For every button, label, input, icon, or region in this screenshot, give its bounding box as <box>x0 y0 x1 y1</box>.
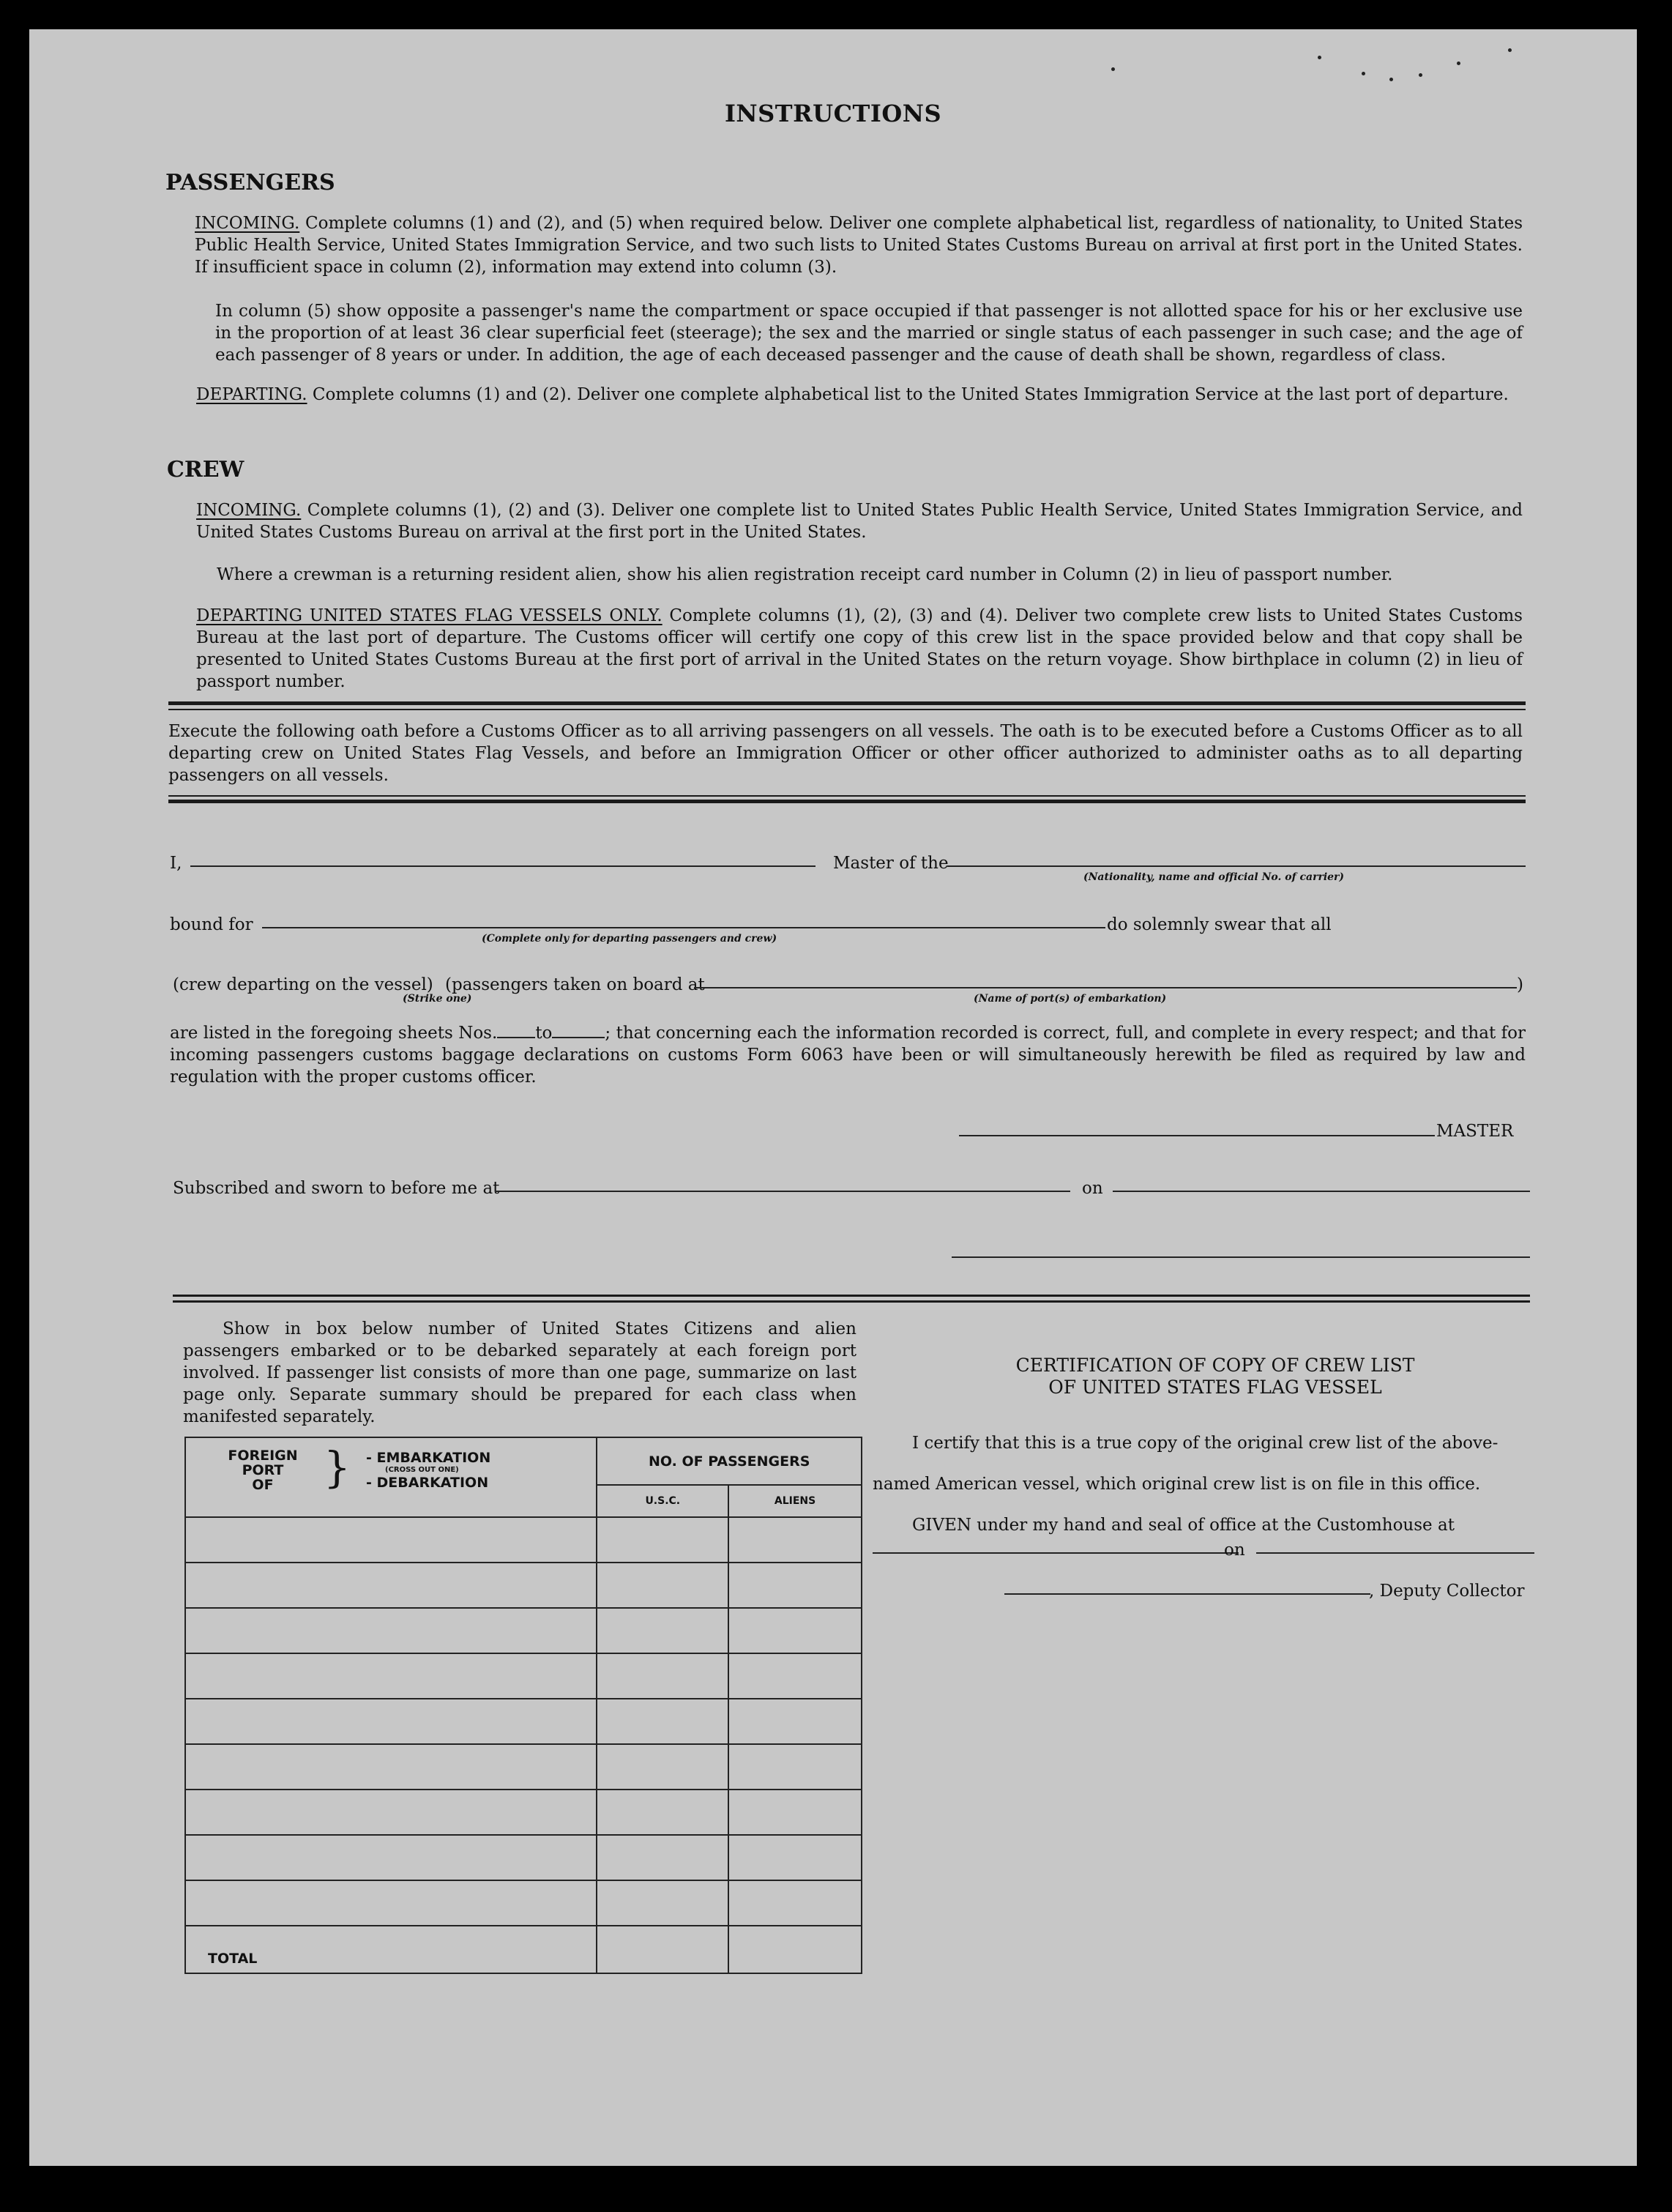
aliens-total-cell[interactable] <box>728 1926 862 1973</box>
table-row <box>185 1563 862 1608</box>
sworn-on-label: on <box>1082 1179 1103 1198</box>
crew-departing-text: Complete columns (1), (2), (3) and (4). Deliver two complete crew lists to United States Customs Bureau at the last port of departure. The Customs officer will certify one copy of this crew list in the space provided below and that copy shall be presented to United States Customs Bureau at the first port of arrival in the United States on the return voyage. Show birthplace in column (2) in lieu of passport number. <box>196 606 1523 691</box>
passengers-departing-paragraph <box>196 384 1523 406</box>
aliens-cell[interactable] <box>728 1744 862 1790</box>
aliens-cell[interactable] <box>728 1517 862 1563</box>
crew-incoming-lead: INCOMING. <box>196 501 302 520</box>
passengers-departing-text: Complete columns (1) and (2). Deliver one complete alphabetical list to the United States Immigration Service at the last port of departure. <box>312 385 1509 404</box>
port-cell[interactable] <box>185 1835 597 1880</box>
deputy-collector-label: , Deputy Collector <box>1369 1582 1525 1601</box>
embarkation-label[interactable]: - EMBARKATION <box>366 1450 491 1466</box>
scan-speck <box>1419 73 1422 77</box>
usc-cell[interactable] <box>597 1880 728 1926</box>
carrier-field[interactable] <box>947 865 1526 867</box>
table-row <box>185 1835 862 1880</box>
oath-intro: Execute the following oath before a Customs Officer as to all arriving passengers on all vessels. The oath is to be executed before a Customs Officer as to all departing crew on United States Flag Vessels, and before an Immigration Officer or other officer authorized to administer oaths as to all departing passengers on all vessels. <box>168 722 1523 785</box>
table-row <box>185 1880 862 1926</box>
port-header-cell <box>185 1437 597 1517</box>
port-cell[interactable] <box>185 1563 597 1608</box>
divider <box>168 709 1526 710</box>
table-row <box>185 1653 862 1699</box>
aliens-cell[interactable] <box>728 1653 862 1699</box>
port-cell[interactable] <box>185 1608 597 1653</box>
certify-line1: I certify that this is a true copy of the original crew list of the above- <box>912 1434 1499 1453</box>
bound-for-field[interactable] <box>262 927 1105 928</box>
certification-heading-line2: OF UNITED STATES FLAG VESSEL <box>1048 1377 1382 1398</box>
listed-sheets-a: are listed in the foregoing sheets Nos. <box>170 1024 498 1043</box>
of-label: OF <box>252 1477 274 1493</box>
passengers-incoming-lead: INCOMING. <box>195 214 300 233</box>
scan-speck <box>1508 48 1512 52</box>
usc-cell[interactable] <box>597 1608 728 1653</box>
port-cell[interactable] <box>185 1790 597 1835</box>
passengers-taken-option: (passengers taken on board at <box>445 975 705 994</box>
aliens-cell[interactable] <box>728 1880 862 1926</box>
scan-speck <box>1457 62 1460 65</box>
usc-total-cell[interactable] <box>597 1926 728 1973</box>
crew-departing-lead: DEPARTING UNITED STATES FLAG VESSELS ONLY. <box>196 606 663 625</box>
swear-text: do solemnly swear that all <box>1107 915 1332 934</box>
passengers-column5-paragraph: In column (5) show opposite a passenger's name the compartment or space occupied if that passenger is not allotted space for his or her exclusive use in the proportion of at least 36 clear superficial feet (steerage); the sex and the married or single status of each passenger in such case; and the age of each passenger of 8 years or under. In addition, the age of each deceased passenger and the cause of death shall be shown, regardless of class. <box>215 302 1523 365</box>
document-page <box>29 29 1637 2166</box>
summary-instructions: Show in box below number of United States Citizens and alien passengers embarked or to be debarked separately at each foreign port involved. If passenger list consists of more than one page, summarize on last page only. Separate summary should be prepared for each class when manifested separately. <box>183 1319 856 1426</box>
sworn-place-field[interactable] <box>495 1191 1070 1192</box>
aliens-cell[interactable] <box>728 1699 862 1744</box>
divider <box>173 1295 1530 1297</box>
brace-icon: } <box>324 1442 351 1492</box>
debarkation-label[interactable]: - DEBARKATION <box>366 1475 489 1491</box>
total-label: TOTAL <box>185 1926 597 1973</box>
port-cell[interactable] <box>185 1880 597 1926</box>
officer-signature-field[interactable] <box>952 1256 1530 1258</box>
aliens-cell[interactable] <box>728 1563 862 1608</box>
crew-departing-option: (crew departing on the vessel) <box>173 975 433 994</box>
divider <box>168 800 1526 803</box>
sworn-date-field[interactable] <box>1113 1191 1530 1192</box>
listed-sheets-paragraph <box>170 1022 1526 1088</box>
table-row <box>185 1517 862 1563</box>
certification-heading <box>900 1355 1530 1399</box>
divider <box>168 701 1526 705</box>
certify-line2: named American vessel, which original crew list is on file in this office. <box>873 1475 1481 1494</box>
oath-i-label: I, <box>170 854 182 873</box>
foreign-port-of-header <box>223 1448 303 1492</box>
sheet-to-field[interactable] <box>552 1037 605 1038</box>
port-cell[interactable] <box>185 1744 597 1790</box>
usc-header: U.S.C. <box>597 1485 728 1517</box>
customhouse-field[interactable] <box>873 1552 1239 1554</box>
port-cell[interactable] <box>185 1699 597 1744</box>
usc-cell[interactable] <box>597 1790 728 1835</box>
given-text: GIVEN under my hand and seal of office at the Customhouse at <box>912 1516 1455 1535</box>
given-date-field[interactable] <box>1256 1552 1534 1554</box>
master-signature-field[interactable] <box>959 1135 1435 1136</box>
deputy-collector-signature-field[interactable] <box>1004 1593 1370 1595</box>
close-paren: ) <box>1517 975 1523 994</box>
usc-cell[interactable] <box>597 1699 728 1744</box>
crew-resident-paragraph: Where a crewman is a returning resident alien, show his alien registration receipt card number in Column (2) in lieu of passport number. <box>217 565 1393 584</box>
listed-sheets-to: to <box>535 1024 553 1043</box>
bound-for-label: bound for <box>170 915 253 934</box>
passengers-incoming-text: Complete columns (1) and (2), and (5) when required below. Deliver one complete alphabetical list, regardless of nationality, to United States Public Health Service, United States Immigration Service, and two such lists to United States Customs Bureau on arrival at first port in the United States. If insufficient space in column (2), information may extend into column (3). <box>195 214 1523 277</box>
scan-speck <box>1318 56 1321 59</box>
name-of-ports-note: (Name of port(s) of embarkation) <box>974 993 1167 1005</box>
nationality-note: (Nationality, name and official No. of carrier) <box>1083 871 1345 883</box>
aliens-cell[interactable] <box>728 1790 862 1835</box>
scan-speck <box>1111 67 1115 71</box>
foreign-label: FOREIGN <box>228 1448 298 1464</box>
divider <box>173 1300 1530 1303</box>
port-cell[interactable] <box>185 1517 597 1563</box>
port-label: PORT <box>242 1462 284 1478</box>
page-title: INSTRUCTIONS <box>724 100 942 127</box>
usc-cell[interactable] <box>597 1653 728 1699</box>
subscribed-label: Subscribed and sworn to before me at <box>173 1179 500 1198</box>
given-on-label: on <box>1224 1541 1245 1560</box>
master-name-field[interactable] <box>190 865 816 867</box>
divider <box>168 795 1526 797</box>
usc-cell[interactable] <box>597 1563 728 1608</box>
usc-cell[interactable] <box>597 1517 728 1563</box>
crew-incoming-paragraph <box>196 499 1523 543</box>
crew-departing-paragraph <box>196 605 1523 693</box>
aliens-cell[interactable] <box>728 1608 862 1653</box>
scan-speck <box>1362 72 1365 75</box>
crew-incoming-text: Complete columns (1), (2) and (3). Deliver one complete list to United States Public Health Service, United States Immigration Service, and United States Customs Bureau on arrival at the first port in the United States. <box>196 501 1523 542</box>
port-cell[interactable] <box>185 1653 597 1699</box>
usc-cell[interactable] <box>597 1835 728 1880</box>
aliens-cell[interactable] <box>728 1835 862 1880</box>
master-label: MASTER <box>1436 1122 1514 1141</box>
table-row <box>185 1608 862 1653</box>
aliens-header: ALIENS <box>728 1485 862 1517</box>
scan-speck <box>1389 78 1393 81</box>
table-row <box>185 1744 862 1790</box>
table-row <box>185 1699 862 1744</box>
usc-cell[interactable] <box>597 1744 728 1790</box>
listed-sheets-b: ; that concerning each the information recorded is correct, full, and complete in every respect; and that for incoming passengers customs baggage declarations on customs Form 6063 have been or will simultaneously herewith be filed as required by law and regulation with the proper customs officer. <box>170 1024 1526 1087</box>
passengers-heading: PASSENGERS <box>165 170 335 195</box>
cross-out-note: (CROSS OUT ONE) <box>385 1466 459 1474</box>
sheet-from-field[interactable] <box>497 1037 535 1038</box>
passengers-departing-lead: DEPARTING. <box>196 385 307 404</box>
table-row <box>185 1790 862 1835</box>
passenger-summary-table <box>184 1437 862 1974</box>
total-row <box>185 1926 862 1973</box>
complete-only-note: (Complete only for departing passengers and crew) <box>482 933 777 945</box>
master-of-the-label: Master of the <box>833 854 949 873</box>
crew-heading: CREW <box>167 457 245 483</box>
no-of-passengers-header: NO. OF PASSENGERS <box>597 1437 862 1485</box>
strike-one-note: (Strike one) <box>403 993 472 1005</box>
passengers-incoming-paragraph <box>195 212 1523 278</box>
certification-heading-line1: CERTIFICATION OF COPY OF CREW LIST <box>1015 1355 1415 1376</box>
embarkation-ports-field[interactable] <box>694 987 1517 988</box>
